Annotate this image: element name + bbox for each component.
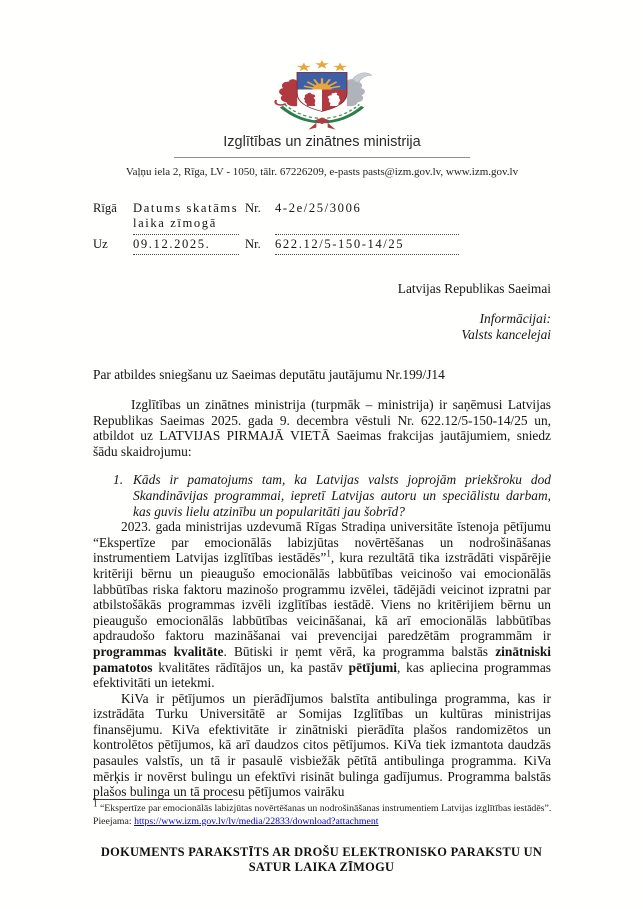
ribbon-tail-icon (308, 123, 316, 130)
footnote-marker: 1 (93, 798, 98, 809)
letterhead (93, 60, 551, 132)
griffin-supporter-icon (347, 79, 365, 106)
bold-scientifically-based: zinātniski pamatotos (93, 643, 552, 675)
date-note-line1: Datums skatāms (133, 201, 239, 215)
place-label: Rīgā (93, 201, 117, 215)
document-number: 4-2e/25/3006 (275, 201, 459, 235)
subject-line: Par atbildes sniegšanu uz Saeimas deputātu jautājumu Nr.199/J14 (93, 367, 445, 382)
reply-date: 09.12.2025. (133, 235, 239, 255)
recipient-block (93, 281, 551, 343)
coat-of-arms-icon (270, 60, 374, 130)
header-divider (174, 157, 470, 158)
star-icon (315, 60, 329, 69)
footnote-link[interactable]: https://www.izm.gov.lv/lv/media/22833/download?attachment (134, 815, 379, 827)
footnote-section (93, 799, 559, 828)
paragraph-study-text: kvalitātes rādītājos un, ka pastāv (152, 659, 349, 675)
reference-block (93, 201, 551, 255)
ministry-address: Vaļņu iela 2, Rīga, LV - 1050, tālr. 67226209, e-pasts pasts@izm.gov.lv, www.izm.gov.lv (125, 166, 519, 178)
ministry-name: Izglītības un zinātnes ministrija (223, 134, 421, 150)
footnote-body: “Ekspertīze par emocionālās labizjūtas novērtēšanas un nodrošināšanas instrumentiem Latvijas izglītības iestādēs”. (97, 803, 552, 814)
paragraph-study-text: , kas apliecina programmas efektivitāti un ietekmi. (93, 659, 551, 691)
date-note (133, 201, 239, 235)
uz-label: Uz (93, 237, 108, 251)
question-item-1 (93, 472, 551, 519)
date-note-line2: laika zīmogā (133, 215, 217, 230)
paragraph-study-text: , kura rezultātā tika izstrādāti vispārējie kritēriji bērnu un pieaugušo emocionālās labbūtības veicinošo vai emocionālās labbūtības riska faktoru mazinošo programmu izvēlei, tādējādi veicinot izpratni par atbilstošākās programmas izvēli izglītības iestādē. Viens no kritērijiem bērnu un pieaugušo emocionālās labbūtības veicināšanai, kā arī emocionālās labbūtības apdraudošo faktoru mazināšanai vai prevencijai paredzētām programmām ir (93, 550, 551, 644)
paragraph-study-text: . Būtiski ir ņemt vērā, ka programma balstās (223, 643, 496, 659)
question-number: 1. (113, 472, 124, 488)
lion-supporter-icon (279, 79, 297, 106)
footnote-text (93, 798, 559, 816)
question-text: Kāds ir pamatojums tam, ka Latvijas valsts joprojām priekšroku dod Skandināvijas programmai, iepretī Latvijas autoru un speciālistu darbam, kas guvis lielu atzinību un popularitāti jau šobrīd? (133, 472, 551, 519)
bold-research: pētījumi (348, 659, 397, 675)
nr-label: Nr. (245, 201, 261, 215)
paragraph-study-text: 2023. gada ministrijas uzdevumā Rīgas Stradiņa universitāte īstenoja pētījumu “Ekspertīze par emocionālās labizjūtas novērtēšanas un nodrošināšanas instrumentiem Latvijas izglītības iestādēs” (93, 519, 551, 566)
footnote-available-label: Pieejama: (93, 815, 135, 827)
paragraph-kiva: KiVa ir pētījumos un pierādījumos balstīta antibulinga programma, kas ir izstrādāta Turku Universitātē ar Somijas Izglītības un kultūras ministrijas finansējumu. KiVa efektivitāte ir zinātniski pierādīta plašos randomizētos un kontrolētos pētījumos, kā arī daudzos citos pētījumos. KiVa tiek izmantota daudzās pasaules valstīs, un tā ir pasaulē visbiežāk pētītā antibulinga programma. KiVa mērķis ir novērst bulingu un efektīvi risināt bulinga gadījumus. Programma balstās plašos bulinga un tā procesu pētījumos vairāku (93, 690, 551, 800)
recipient-main: Latvijas Republikas Saeimai (397, 280, 551, 296)
incoming-number: 622.12/5-150-14/25 (275, 235, 459, 255)
bold-program-quality: programmas kvalitāte (93, 643, 224, 659)
recipient-info-target: Valsts kancelejai (461, 326, 551, 342)
footnote-availability (93, 816, 559, 829)
paragraph-intro: Izglītības un zinātnes ministrija (turpmāk – ministrija) ir saņēmusi Latvijas Republikas Saeimas 2025. gada 9. decembra vēstuli Nr. 622.12/5-150-14/25 un, atbildot uz LATVIJAS PIRMAJĀ VIETĀ Saeimas frakcijas jautājumiem, sniedz šādu skaidrojumu: (93, 397, 551, 459)
paragraph-study (93, 519, 551, 691)
nr-label: Nr. (245, 237, 261, 251)
signature-footer (0, 845, 643, 875)
shield-icon (297, 72, 347, 111)
star-icon (333, 63, 347, 72)
footnote-divider (93, 799, 233, 800)
recipient-info-label: Informācijai: (479, 311, 551, 326)
ribbon-tail-icon (328, 123, 336, 130)
signature-footer-line2: SATUR LAIKA ZĪMOGU (248, 860, 395, 874)
signature-footer-line1: DOKUMENTS PARAKSTĪTS AR DROŠU ELEKTRONISKO PARAKSTU UN (100, 845, 543, 859)
footnote-reference: 1 (326, 548, 331, 559)
star-icon (297, 63, 311, 72)
